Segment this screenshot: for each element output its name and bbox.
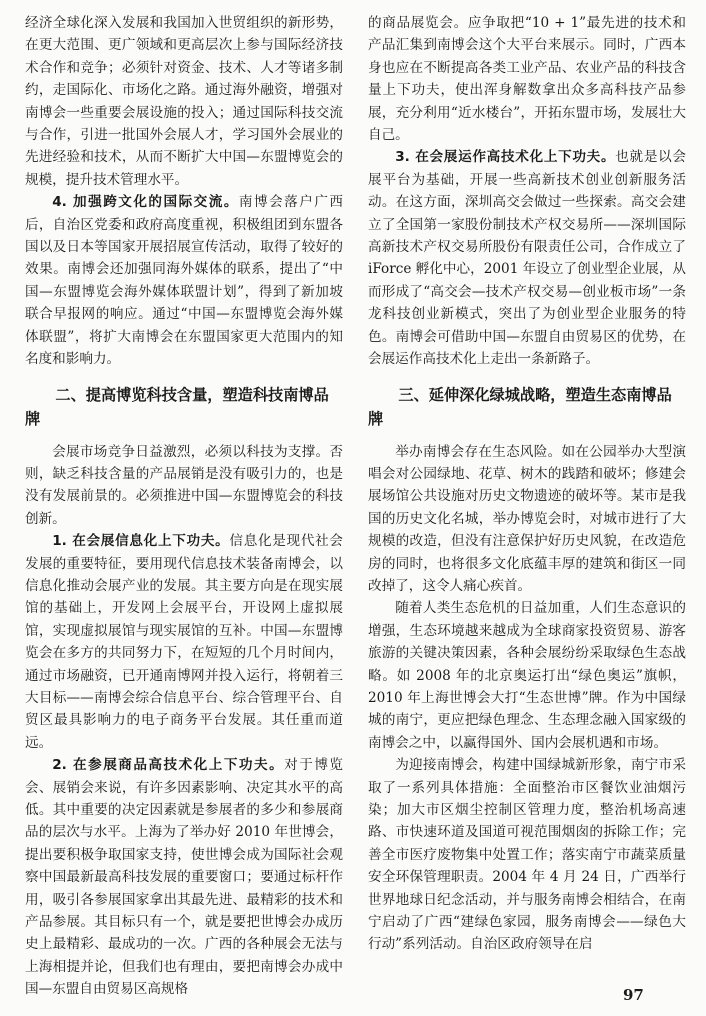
paragraph-item-4 [25,191,343,370]
section-2-item-1-text: 信息化是现代社会发展的重要特征，要用现代信息技术装备南博会，以信息化推动会展产业的发展。其主要方向是在现实展馆的基础上，开发网上会展平台，开设网上虚拟展馆，实现虚拟展馆与现实展馆的互补。中国—东盟博览会在多方的共同努力下，在短短的几个月时间内，通过市场融资，已开通南博网并投入运行，将朝着三大目标——南博会综合信息平台、综合管理平台、自贸区最具影响力的电子商务平台发展。其任重而道远。 [25,533,344,751]
section-2-intro: 会展市场竞争日益激烈，必须以科技为支撑。否则，缺乏科技含量的产品展销是没有吸引力的，也是没有发展前景的。必须推进中国—东盟博览会的科技创新。 [25,443,343,527]
section-2-item-3-text: 也就是以会展平台为基础，开展一些高新技术创业创新服务活动。在这方面，深圳高交会做过一些探索。高交会建立了全国第一家股份制技术产权交易所——深圳国际高新技术产权交易所股份有限责任公司，合作成立了 iForce 孵化中心，2001 年设立了创业型企业展，从而形成了“高交会—技术产权交易—创业板市场”一条龙科技创业新模式，突出了为创业型企业服务的特色。南博会可借助中国—东盟自由贸易区的优势，在会展运作高技术化上走出一条新路子。 [368,149,687,368]
section-2-title: 二、提高博览科技含量，塑造科技南博品牌 [25,385,329,428]
section-3-title: 三、延伸深化绿城战略，塑造生态南博品牌 [368,385,672,428]
section-3-paragraph-2: 随着人类生态危机的日益加重，人们生态意识的增强，生态环境越来越成为全球商家投资贸易、游客旅游的关键决策因素，各种会展纷纷采取绿色生态战略。如 2008 年的北京奥运打出“绿色奥运”旗帜，2010 年上海世博会大打“生态世博”牌。作为中国绿城的南宁，更应把绿色理念、生态理念融入国家级的南博会之中，以赢得国外、国内会展机遇和市场。 [368,600,686,751]
page-number: 97 [623,986,644,1004]
section-2-item-3 [368,146,686,370]
section-2-item-2-text: 对于博览会、展销会来说，有许多因素影响、决定其水平的高低。其中重要的决定因素就是参展者的多少和参展商品的层次与水平。上海为了举办好 2010 年世博会，提出要积极争取国家支持，使世博会成为国际社会观察中国最新最高科技发展的重要窗口；要通过标杆作用，吸引各参展国家拿出其最先进、最精彩的技术和产品参展。其目标只有一个，就是要把世博会办成历史上最精彩、最成功的一次。广西的各种展会无法与上海相提并论，但我们也有理由，要把南博会办成中国—东盟自由贸易区高规格 [25,757,344,998]
section-3-paragraph-1: 举办南博会存在生态风险。如在公园举办大型演唱会对公园绿地、花草、树木的践踏和破坏；修建会展场馆公共设施对历史文物遗迹的破坏等。某市是我国的历史文化名城，举办博览会时，对城市进行了大规模的改造，但没有注意保护好历史风貌，在改造危房的同时，也将很多文化底蕴丰厚的建筑和街区一同改掉了，这令人痛心疾首。 [368,443,686,594]
section-3-paragraph-3: 为迎接南博会，构建中国绿城新形象，南宁市采取了一系列具体措施：全面整治市区餐饮业油烟污染；加大市区烟尘控制区管理力度，整治机场高速路、市快速环道及国道可视范围烟囱的拆除工作；完善全市医疗废物集中处置工作；落实南宁市蔬菜质量安全环保管理职责。2004 年 4 月 24 日，广西举行世界地球日纪念活动，并与服务南博会相结合，在南宁启动了广西“建绿色家园，服务南博会——绿色大行动”系列活动。自治区政府领导在启 [368,757,686,953]
section-2-item-3-heading: 3. 在会展运作高技术化上下功夫。 [395,149,616,166]
item-4-text: 南博会落户广西后，自治区党委和政府高度重视，积极组团到东盟各国以及日本等国家开展招展宣传活动，取得了较好的效果。南博会还加强同海外媒体的联系，提出了“中国—东盟博览会海外媒体联盟计划”，得到了新加坡联合早报网的响应。通过“中国—东盟博览会海外媒体联盟”，将扩大南博会在东盟国家更大范围内的知名度和影响力。 [25,194,343,368]
section-2-item-1 [25,530,343,754]
section-2-item-2-heading: 2. 在参展商品高技术化上下功夫。 [52,757,285,774]
section-2-item-1-heading: 1. 在会展信息化上下功夫。 [52,533,230,550]
section-2-item-2 [25,754,343,1000]
paragraph-intro-continued: 经济全球化深入发展和我国加入世贸组织的新形势，在更大范围、更广领域和更高层次上参与国际经济技术合作和竞争；必须针对资金、技术、人才等诸多制约，走国际化、市场化之路。通过海外融资，增强对南博会一些重要会展设施的投入；通过国际科技交流与合作，引进一批国外会展人才，学习国外会展业的先进经验和技术，从而不断扩大中国—东盟博览会的规模，提升技术管理水平。 [25,15,343,188]
item-4-heading: 4. 加强跨文化的国际交流。 [52,194,239,211]
left-column [25,12,343,1001]
paragraph-item-2-continued: 的商品展览会。应争取把“10 + 1”最先进的技术和产品汇集到南博会这个大平台来展示。同时，广西本身也应在不断提高各类工业产品、农业产品的科技含量上下功夫，使出浑身解数拿出众多高科技产品参展，充分利用“近水楼台”，开拓东盟市场，发展壮大自己。 [368,15,686,144]
right-column [368,12,686,956]
